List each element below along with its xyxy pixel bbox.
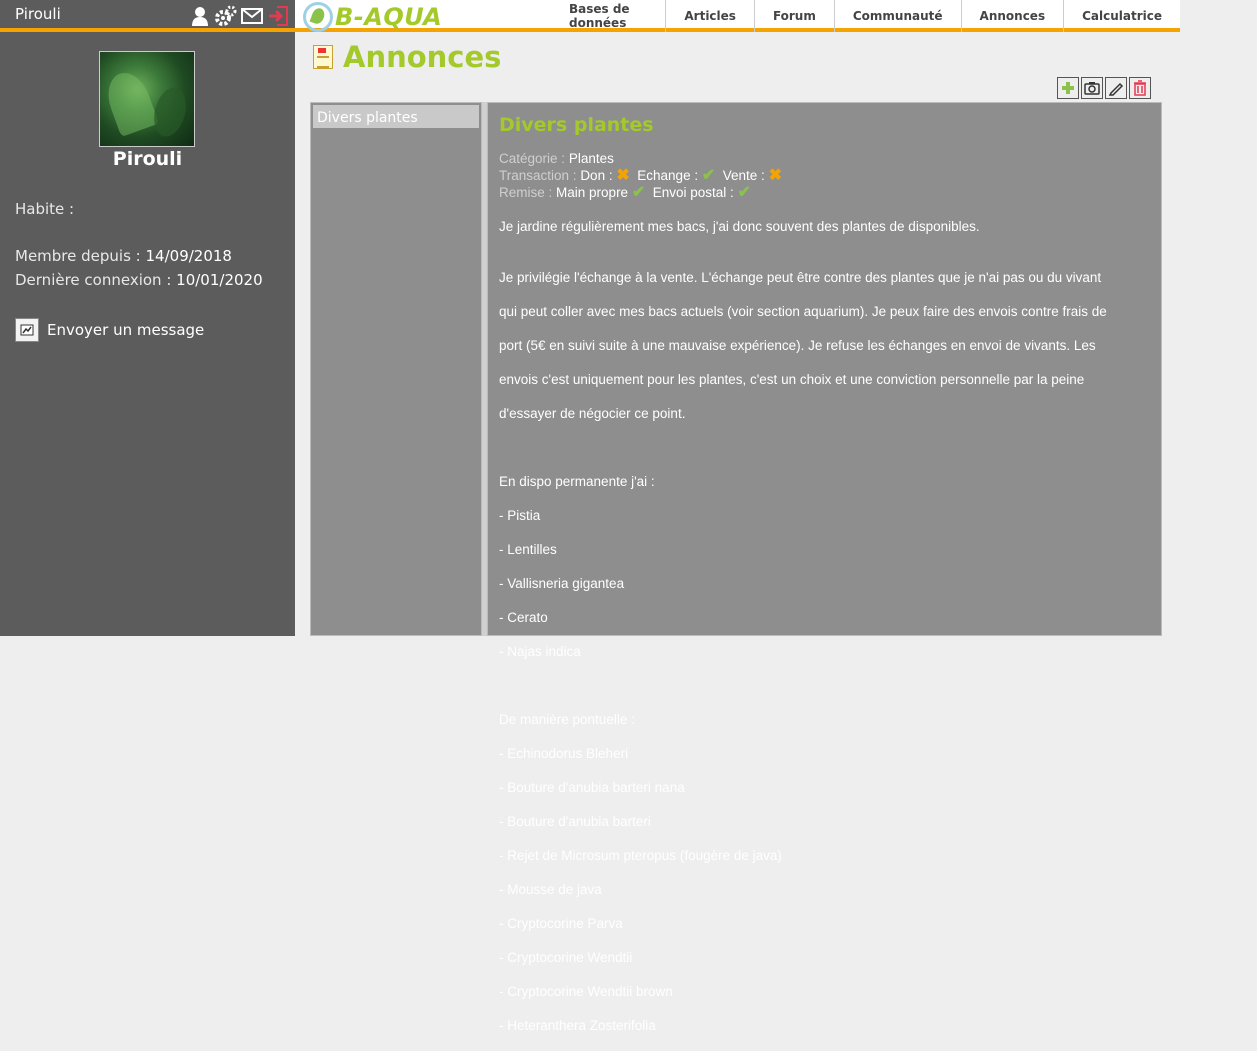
page-title: [313, 40, 501, 74]
camera-icon[interactable]: [1081, 77, 1103, 99]
p2-line: port (5€ en suivi suite à une mauvaise expérience). Je refuse les échanges en envoi de vivants. Les: [499, 338, 1096, 353]
annonce-detail: [487, 102, 1162, 1033]
list-item: - Najas indica: [499, 644, 581, 659]
avatar: [99, 51, 195, 147]
send-message-button[interactable]: [15, 318, 204, 342]
p2-line: envois c'est uniquement pour les plantes, c'est un choix et une conviction personnelle par la peine: [499, 372, 1085, 387]
don-cross-icon: ✖: [616, 167, 630, 184]
nav-forum[interactable]: Forum: [755, 0, 835, 32]
sidebar-header: [0, 0, 295, 32]
main-nav: [551, 0, 1180, 32]
list-item: - Heteranthera Zosterifolia: [499, 1018, 656, 1033]
add-icon[interactable]: [1057, 77, 1079, 99]
categorie-value: Plantes: [568, 151, 614, 166]
send-message-label: Envoyer un message: [47, 321, 205, 339]
membre-label: Membre depuis :: [15, 247, 141, 265]
envoi-postal-check-icon: ✔: [737, 184, 751, 201]
user-icon[interactable]: [189, 5, 211, 27]
list-item: - Cryptocorine Wendtii brown: [499, 984, 673, 999]
main-propre-check-icon: ✔: [631, 184, 646, 201]
vente-cross-icon: ✖: [768, 167, 782, 184]
sidebar: [0, 0, 295, 636]
logout-icon[interactable]: [267, 5, 289, 27]
don-label: Don :: [580, 168, 613, 183]
gear-icon[interactable]: [215, 5, 237, 27]
list-item: - Vallisneria gigantea: [499, 576, 625, 591]
annonces-list: [310, 102, 482, 636]
sidebar-icons: [189, 5, 289, 27]
transaction-row: [499, 167, 1150, 184]
description-p1: Je jardine régulièrement mes bacs, j'ai donc souvent des plantes de disponibles.: [499, 219, 980, 234]
page-title-text: Annonces: [343, 40, 502, 74]
list-item: - Bouture d'anubia barteri nana: [499, 780, 685, 795]
remise-label: Remise :: [499, 185, 553, 200]
ponctuel-heading: De manière pontuelle :: [499, 712, 635, 727]
membre-row: [15, 247, 232, 265]
echange-label: Echange :: [637, 168, 699, 183]
list-item[interactable]: Divers plantes: [313, 105, 479, 128]
permanent-section: [499, 456, 1150, 677]
envoi-postal-label: Envoi postal :: [652, 185, 734, 200]
description-p2: [499, 252, 1150, 439]
habite-row: [15, 200, 74, 218]
list-item: - Rejet de Microsum pteropus (fougère de java): [499, 848, 782, 863]
main-propre-label: Main propre: [556, 185, 629, 200]
logo-icon: [303, 2, 333, 32]
connexion-label: Dernière connexion :: [15, 271, 172, 289]
message-icon: [15, 318, 39, 342]
p2-line: qui peut coller avec mes bacs actuels (voir section aquarium). Je peux faire des envois contre frais de: [499, 304, 1107, 319]
nav-articles[interactable]: Articles: [666, 0, 755, 32]
categorie-label: Catégorie :: [499, 151, 566, 166]
list-item: - Pistia: [499, 508, 541, 523]
p2-line: d'essayer de négocier ce point.: [499, 406, 686, 421]
list-item: - Echinodorus Bleheri: [499, 746, 629, 761]
list-item: - Mousse de java: [499, 882, 602, 897]
delete-icon[interactable]: [1129, 77, 1151, 99]
list-item: - Cerato: [499, 610, 548, 625]
annonce-title: Divers plantes: [499, 114, 654, 136]
nav-bases-de-donnees[interactable]: Bases de données: [551, 0, 666, 32]
site-logo[interactable]: [303, 2, 442, 32]
echange-check-icon: ✔: [701, 167, 716, 184]
transaction-label: Transaction :: [499, 168, 577, 183]
ponctuel-section: [499, 694, 1150, 1051]
logo-text: B-AQUA: [335, 3, 443, 31]
list-item: - Cryptocorine Wendtii: [499, 950, 633, 965]
mail-icon[interactable]: [241, 5, 263, 27]
remise-row: [499, 184, 1150, 201]
annonces-icon: [313, 45, 333, 69]
annonce-meta: [499, 150, 1150, 201]
nav-annonces[interactable]: Annonces: [962, 0, 1065, 32]
annonce-toolbar: [1057, 77, 1151, 99]
habite-label: Habite :: [15, 200, 75, 218]
nav-calculatrice[interactable]: Calculatrice: [1082, 9, 1162, 23]
top-nav-bar: [295, 0, 1180, 32]
sidebar-username: Pirouli: [15, 5, 61, 23]
list-item: - Cryptocorine Parva: [499, 916, 623, 931]
categorie-row: [499, 150, 1150, 167]
connexion-row: [15, 271, 263, 289]
nav-communaute[interactable]: Communauté: [835, 0, 962, 32]
p2-line: Je privilégie l'échange à la vente. L'échange peut être contre des plantes que je n'ai pas ou du vivant: [499, 270, 1102, 285]
list-item: - Bouture d'anubia barteri: [499, 814, 651, 829]
edit-icon[interactable]: [1105, 77, 1127, 99]
profile-name: Pirouli: [112, 148, 183, 170]
vente-label: Vente :: [722, 168, 765, 183]
membre-value: 14/09/2018: [145, 247, 232, 265]
permanent-heading: En dispo permanente j'ai :: [499, 474, 655, 489]
connexion-value: 10/01/2020: [176, 271, 263, 289]
list-item: - Lentilles: [499, 542, 557, 557]
